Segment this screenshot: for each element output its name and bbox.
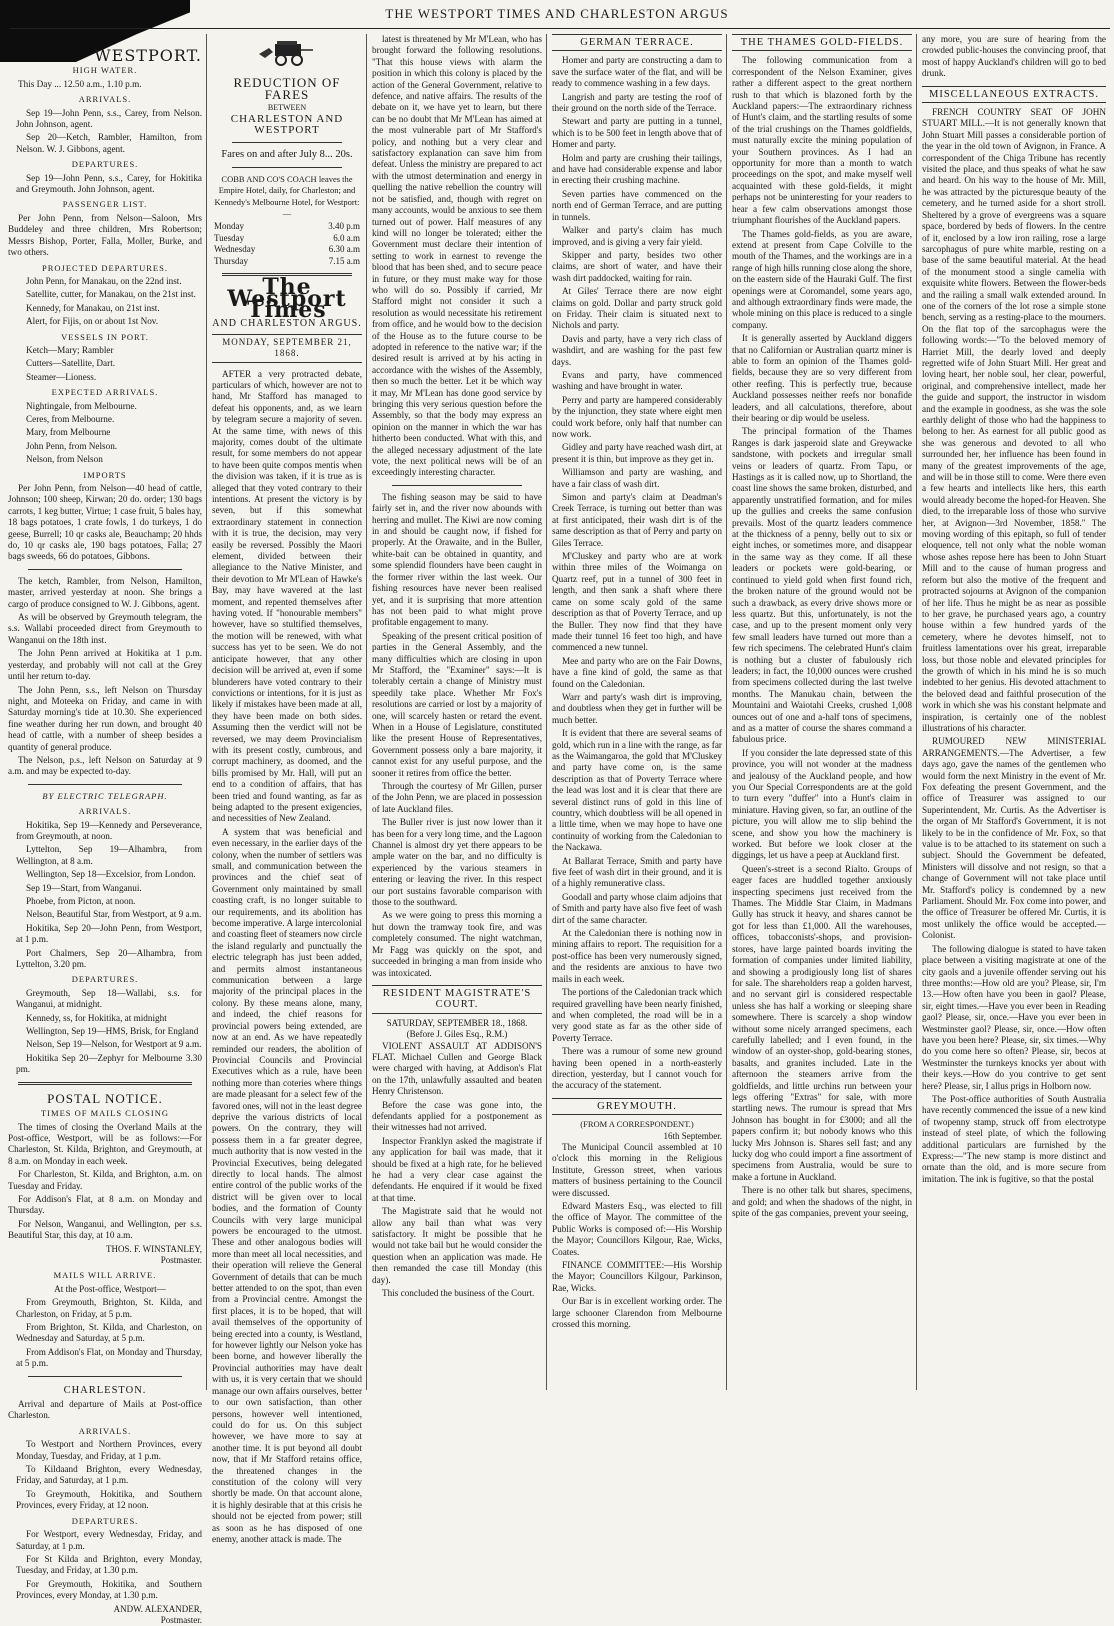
- column-rule: [726, 34, 727, 1390]
- shipping-para: The Nelson, p.s., left Nelson on Saturday at 9 a.m. and may be expected to-day.: [8, 754, 202, 777]
- column-rule: [366, 34, 367, 1390]
- mails-arrive-entry: From Addison's Flat, on Monday and Thursday, at 5 p.m.: [16, 1346, 202, 1369]
- mails-closing-para: For Addison's Flat, at 8 a.m. on Monday and Thursday.: [8, 1193, 202, 1216]
- column-miscellaneous: [922, 34, 1106, 1392]
- thames-para: It is generally asserted by Auckland diggers that no Californian or Australian quartz miner is able to form an opinion of the Thames gold-fields, because they are so very different from other reefing. This is perfectly true, because Auckland possesses neither reefs nor bonafide leaders, and all calculations, therefore, about their bearing or dip would be useless.: [732, 333, 912, 423]
- greymouth-para: FINANCE COMMITTEE:—His Worship the Mayor; Councillors Kilgour, Parkinson, Rae, Wicks.: [552, 1260, 722, 1293]
- shipping-para: The John Penn arrived at Hokitika at 1 p.m. yesterday, and probably will not call at the Grey until her return to-day.: [8, 648, 202, 682]
- tel-departure: Nelson, Sep 19—Nelson, for Westport at 9 a.m.: [26, 1039, 202, 1050]
- court-para: Inspector Franklyn asked the magistrate if any application for bail was made, that it should be fixed at a high rate, for he believed he had a very clear case against the defendants. He enquired if it would be fixed at that time.: [372, 1135, 542, 1203]
- departure-entry: Sep 19—John Penn, s.s., Carey, for Hokitika and Greymouth. John Johnson, agent.: [16, 172, 202, 195]
- divider: [28, 569, 182, 570]
- paper-subtitle: AND CHARLESTON ARGUS.: [212, 318, 362, 330]
- ch-departure: For Greymouth, Hokitika, and Southern Provinces, every Monday, at 1.30 p.m.: [16, 1578, 202, 1601]
- terrace-para: Mee and party who are on the Fair Downs, have a fine kind of gold, the same as that found on the Caledonian.: [552, 655, 722, 689]
- terrace-para: There was a rumour of some new ground having been opened in a north-easterly direction, yesterday, but I cannot vouch for the accuracy of the statement.: [552, 1046, 722, 1091]
- arrival-entry: Sep 20—Ketch, Rambler, Hamilton, from Nelson. W. J. Gibbons, agent.: [16, 132, 202, 154]
- terrace-para: Holm and party are crushing their tailings, and have had considerable expense and labor in erecting their crushing machine.: [552, 152, 722, 186]
- tel-arrival: Wellington, Sep 18—Excelsior, from London.: [26, 869, 196, 880]
- misc-para: The following dialogue is stated to have taken place between a visiting magistrate at one of the city gaols and a juvenile offender serving out his three months:—How old are you? Please, sir, I'm 13.—How often have you been in gaol? Please, sir, eight times.—Have you ever been in Reading gaol? Please, sir, once.—Have you ever been in Westminster gaol? Please, sir, once.—How often have you been here? Please, sir, six times.—Why do you come here so often? Please, sir, becos at Westminster the turnkeys knocks yer about with their keys.—How do you contrive to get sent here? Please, sir, I allus prigs in Holborn now.: [922, 943, 1106, 1091]
- court-before: (Before J. Giles Esq., R.M.): [406, 1029, 508, 1040]
- expected-entry: Nightingale, from Melbourne.: [26, 400, 137, 411]
- terrace-para: Goodall and party whose claim adjoins that of Smith and party have also five feet of wash dirt of the same character.: [552, 891, 722, 925]
- arrivals-title: ARRIVALS.: [78, 94, 132, 105]
- shipping-para: The John Penn, s.s., left Nelson on Thursday night, and Moteeka on Friday, and came in with Saturday morning's tide at 10.30. She experienced fine weather during her run down, and brought 40 head of cattle, with a number of sheep besides a quantity of general produce.: [8, 684, 202, 752]
- timetable-day: Tuesday: [214, 232, 245, 243]
- mails-arrive-intro: At the Post-office, Westport—: [54, 1283, 166, 1294]
- news-para: latest is threatened by Mr M'Lean, who has brought forward the following resolutions. "That this house views with alarm the position in which this colony is placed by the action of the General Government, relative to defence, and native affairs. The results of the debate on it, we have yet to learn, but there can be no doubt that Mr M'Lean has aimed at the most vulnerable part of Mr Stafford's policy, and nothing but a very clear and satisfactory explanation can save him from defeat. Unless the ministry are prepared to act with the utmost determination and energy in quelling the native rebellion the country will not be satisfied, and, though with regret on many accounts, would be anxious to see them turned out of power. Half measures of any kind will no longer be tolerated; either the Government must declare their intention of setting to work in earnest to revenge the blood that has been shed, and to secure peace in future, or they must make way for those who will do so. Possibly if carried, Mr Stafford might not consider it such a resolution as would necessitate his retirement from office, and he would bow to the decision of the House as to the future course to be adopted in reference to the native war; if the desired result is arrived at by his acting in accordance with the wishes of the Assembly, then so much the better. Let it be which way it may, Mr M'Lean has done good service by bringing this very serious question before the Assembly, so that the body may express an opinion on the manner in which the war has hitherto been conducted. What with this, and the alleged necessary adjustment of the late vote, the next political news will be of an exceedingly interesting character.: [372, 34, 542, 478]
- vessel-entry: Cutters—Satellite, Dart.: [26, 358, 116, 369]
- column-shipping: [8, 34, 202, 1625]
- terrace-para: At Ballarat Terrace, Smith and party have five feet of wash dirt in their ground, and it is of a highly remunerative class.: [552, 855, 722, 889]
- court-para: Before the case was gone into, the defendants applied for a postponement as their witnesses had not arrived.: [372, 1099, 542, 1133]
- high-water-times: This Day ... 12.50 a.m., 1.10 p.m.: [18, 78, 142, 89]
- terrace-para: M'Cluskey and party who are at work within three miles of the Woimanga on Quartz reef, put in a tunnel of 300 feet in length, and then sank a shaft where there came on some scaly gold of the same description as that of Poverty Terrace, and up the Buller. They now find that they have made their tunnel 16 feet too high, and have commenced a new tunnel.: [552, 551, 722, 653]
- timetable-row: [212, 221, 362, 232]
- greymouth-para: Edward Masters Esq., was elected to fill the office of Mayor. The committee of the Public Works is composed of:—His Worship the Mayor; Councillors Kilgour, Rae, Wicks, Coates.: [552, 1201, 722, 1257]
- mails-closing-para: The times of closing the Overland Mails at the Post-office, Westport, will be as follows:—For Charleston, St. Kilda, Brighton, and Greymouth, at 8 a.m. on Monday in each week.: [8, 1121, 202, 1166]
- tel-departures-title: DEPARTURES.: [71, 974, 139, 985]
- passenger-title: PASSENGER LIST.: [62, 199, 148, 210]
- misc-para: FRENCH COUNTRY SEAT OF JOHN STUART MILL.—It is not generally known that John Stuart Mill passes a considerable portion of the year in the old town of Avignon, in France. A correspondent of the Chiga Tribune has recently visited the place, and thus speaks of what he saw and heard. On his way to the house of Mr. Mill, he was attracted by the picturesque beauty of the cemetery, and he turned aside for a short stroll. Sheltered by a grove of evergreens was a square space, bordered by beds of flowers. In the centre of it, enclosed by a low iron railing, rose a large sarcophagus of pure white marble, resting on a base of the same beautiful material. At the head of the monument stood a single camelia with exquisite white flowers. Between the flower-beds and the railing a small walk extended around. In one of the corners of the lot rose a simple stone bench, serving as a resting-place to the mourners. On the flat top of the sarcophagus were the following words:—"To the beloved memory of Harriet Mill, the dearly loved and deeply regretted wife of John Stuart Mill. Her great and loving heart, her noble soul, her clear, powerful, original, and comprehensive intellect, made her the guide and support, the instructor in wisdom and the example in goodness, as she was the sole earthly delight of those who had the happiness to belong to her. As earnest for all public good as she was generous and devoted to all who surrounded her, her influence has been found in many of the greatest improvements of the age, and will be in those still to come. Were there even a few hearts and intellects like hers, this earth would already become the hoped-for Heaven. She died, to the irreparable loss of those who survive her, at Avignon—3rd November, 1858." The moving wording of this epitaph, so full of tender eloquence, tell not only what the noble woman whose ashes repose here has been to John Stuart Mill and to the cause of human progress and reform but also the motive of the frequent and protracted sojourns at Avignon of the companion of her life. Thus he might be as near as possible to her grave, he purchased years ago, a country house within a few hundred yards of the cemetery, where he devotes himself, not to fruitless lamentations over his great, irreparable loss, but those noble and elevated principles for the growth of which in his mind he is so much indebted to her genius. His devoted attachment to the beloved dead and faithful prosecution of the work in which she was his constant helpmate and inspiration, is certainly one of the noblest illustrations of his character.: [922, 107, 1106, 733]
- misc-para: The Post-office authorities of South Australia have recently commenced the issue of a new kind of twopenny stamp, struck off from electrotype instead of steel plate, of which the following additional particulars are furnished by the Express:—"The new stamp is more distinct and ornate than the old, and is more secure from imitation. The ink is fugitive, so that the postal: [922, 1093, 1106, 1184]
- ch-arrival: To Greymouth, Hokitika, and Southern Provinces, every Friday, at 12 noon.: [16, 1488, 202, 1511]
- tel-departure: Kennedy, ss, for Hokitika, at midnight: [26, 1012, 167, 1023]
- terrace-para: Warr and party's wash dirt is improving, and doubtless when they get in further will be much better.: [552, 691, 722, 725]
- greymouth-para: The Municipal Council assembled at 10 o'clock this morning in the Religious Institute, Gresson street, when various matters of business pertaining to the Council were discussed.: [552, 1141, 722, 1198]
- fares-places: CHARLESTON AND WESTPORT: [230, 112, 344, 137]
- greymouth-date: 16th September.: [663, 1130, 722, 1141]
- terrace-para: At Giles' Terrace there are now eight claims on gold. Dollar and party struck gold on Friday. Their claim is situated next to Nichols and party.: [552, 286, 722, 331]
- timetable-time: 3.40 p.m: [328, 221, 360, 232]
- departures-title: DEPARTURES.: [71, 159, 139, 170]
- postal-notice-title: POSTAL NOTICE.: [47, 1090, 163, 1106]
- ch-departure: For St Kilda and Brighton, every Monday, Tuesday, and Friday, at 1.30 p.m.: [16, 1553, 202, 1576]
- terrace-para: Skipper and party, besides two other claims, are short of water, and have their wash dirt paddocked, waiting for rain.: [552, 249, 722, 283]
- issue-date: MONDAY, SEPTEMBER 21, 1868.: [212, 334, 362, 363]
- mails-arrive-title: MAILS WILL ARRIVE.: [53, 1270, 157, 1281]
- thames-para: The Thames gold-fields, as you are aware, extend at present from Cape Colville to the mouth of the Thames, and the workings are in a range of high hills running close along the shore, on the eastern side of the Hauraki Gulf. The first openings were at Coromandel, some years ago, and although extraordinary finds were made, the whole mining on this place is reduced to a single company.: [732, 228, 912, 330]
- projected-entry: Alert, for Fijis, on or about 1st Nov.: [26, 316, 159, 327]
- terrace-para: Seven parties have commenced on the north end of German Terrace, and are putting in tunnels.: [552, 188, 722, 222]
- projected-title: PROJECTED DEPARTURES.: [42, 262, 168, 273]
- divider: [232, 142, 342, 143]
- timetable-time: 7.15 a.m: [328, 255, 360, 266]
- mails-arrive-entry: From Brighton, St. Kilda, and Charleston, on Wednesday and Saturday, at 5 p.m.: [16, 1322, 202, 1344]
- ch-arrival: To Kildaand Brighton, every Wednesday, Friday, and Saturday, at 1 p.m.: [16, 1464, 202, 1486]
- postmaster-role: Postmaster.: [160, 1254, 202, 1265]
- tel-departure: Greymouth, Sep 18—Wallabi, s.s. for Wanganui, at midnight.: [16, 987, 202, 1010]
- mails-closing-para: For Charleston, St. Kilda, and Brighton, a.m. on Tuesday and Friday.: [8, 1169, 202, 1191]
- terrace-para: At the Caledonian there is nothing now in mining affairs to report. The requisition for a post-office has been very numerously signed, and the residents are anxious to have two mails in each week.: [552, 928, 722, 984]
- editorial-para: AFTER a very protracted debate, particulars of which, however are not to hand, Mr Stafford has managed to defeat his opponents, and, as we learn by telegram secure a majority of seven. At the same time, with news of this majority, comes doubt of the ultimate result, for some members do not appear to have been quite compos mentis when the division was taken, if it is true as is alleged that they voted contrary to their intentions. At present the victory is by seven, but if this somewhat extraordinary statement in connection with it is true, the decision, may very easily be reversed. Possibly the Maori element, divided between their allegiance to the Native Minister, and their devotion to Mr M'Lean of Hawke's Bay, may have wavered at the last moment, and repented themselves after having voted. If "honourable members" however, have so stultified themselves, the motion will be renewed, with what success has yet to be seen. We do not anticipate however, that any other decision will be arrived at, even if some blunderers have voted contrary to their convictions or intentions, for it is just as likely if mistakes have been made at all, they have been made on both sides. Assuming then the verdict will not be reversed, we may deem Provincialism with its present costly, cumbrous, and corrupt machinery, as doomed, and the bills promised by Mr. Hall, will put an end to a condition of affairs, that has been tried and found wanting, as far as being adapted to the present exigencies, and necessities of New Zealand.: [212, 368, 362, 824]
- expected-title: EXPECTED ARRIVALS.: [51, 387, 159, 398]
- greymouth-correspondent: (FROM A CORRESPONDENT.): [580, 1119, 694, 1130]
- tel-arrival: Hokitika, Sep 19—Kennedy and Perseverance, from Greymouth, at noon.: [16, 819, 202, 841]
- westport-heading: WESTPORT.: [94, 46, 202, 65]
- news-para: The fishing season may be said to have fairly set in, and the river now abounds with herring and mullet. The Kiwi are now coming in and should be caught now, if fished for properly. At the Orawaite, and in the Buller, white-bait can be obtained in quantity, and some splendid flounders have been caught in the former river within the last week. Our fishing resources have never been realised yet, and it is surprising that more attention has not been paid to what might prove profitable engagement to many.: [372, 491, 542, 628]
- vessel-entry: Ketch—Mary; Rambler: [26, 344, 114, 355]
- terrace-para: Langrish and party are testing the roof of their ground on the north side of the Terrace.: [552, 91, 722, 114]
- arrival-entry: Sep 19—John Penn, s.s., Carey, from Nelson. John Johnson, agent.: [16, 107, 202, 130]
- passenger-list: Per John Penn, from Nelson—Saloon, Mrs Buddeley and three children, Mrs Robertson; Messrs Bishop, Porter, Falla, Moller, Burke, and two others.: [8, 212, 202, 258]
- terrace-para: Perry and party are hampered considerably by the injunction, they state where eight men could work before, only half that number can now work.: [552, 394, 722, 439]
- court-para: VIOLENT ASSAULT AT ADDISON'S FLAT. Michael Cullen and George Black were charged with having, at Addison's Flat on the 17th, unlawfully assaulted and beaten Henry Christenson.: [372, 1040, 542, 1097]
- ch-departures-title: DEPARTURES.: [71, 1515, 139, 1526]
- coach-icon: [257, 38, 317, 68]
- column-mining: [552, 34, 722, 1392]
- fares-between: BETWEEN: [267, 103, 307, 113]
- mails-closing-title: TIMES OF MAILS CLOSING: [40, 1108, 170, 1119]
- paper-title: The Westport Times: [227, 274, 347, 323]
- header-rule: [10, 28, 1110, 29]
- imports-title: IMPORTS: [83, 469, 127, 480]
- fares-advertisement: [212, 34, 362, 267]
- misc-para: RUMOURED NEW MINISTERIAL ARRANGEMENTS.—The Advertiser, a few days ago, gave the names of the gentlemen who would form the next Ministry in the event of Mr. Fox defeating the present Government, and the office of Treasurer was assigned to our Superintendent, Mr. Curtis. As the Advertiser is the organ of Mr Stafford's Government, it is not likely to be in the confidence of Mr. Fox, so that value is to be attached to its statement on such a subject. Should the Government be defeated, Ministers will dissolve and not resign, so that a change of Government will not take place until Mr. Stafford's policy is condemned by a new Parliament. Should Mr. Fox come into power, and the office of Treasurer be offered Mr. Curtis, it is most unlikely the office would be accepted.—Colonist.: [922, 736, 1106, 941]
- column-rule: [916, 34, 917, 1390]
- timetable-day: Thursday: [214, 255, 248, 266]
- fares-body: COBB AND CO'S COACH leaves the Empire Hotel, daily, for Charleston; and Kennedy's Melbourne Hotel, for Westport:—: [214, 173, 360, 219]
- editorial-para: A system that was beneficial and even necessary, in the earlier days of the colony, when the number of settlers was small, and communication between the provinces and the chief seat of Government only maintained by small coasting craft, is no longer suitable to our requirements, and its abolition has become imperative. A large intercolonial and coasting fleet of steamers now circle the island regularly and punctually the electric telegraph has just been added, and permits almost instantaneous communication between a large majority of the principal places in the colony. By these means alone, many, and indeed, the chief reasons for provincial powers being extended, are now at an end. As we have repeatedly reminded our readers, the abolition of Provincial Councils and Provincial Executives which as a rule, have been nothing more than coteries where things are made pleasant for a select few of the favored ones, will not in the least degree deprive the various districts of local powers. On the contrary, they will possess them in a far greater degree, much authority that is now vested in the Provincial Executives, being delegated directly to local hands. The almost entire control of the public works of the district will be given over to local bodies, and the formation of County Councils with very large municipal powers be encouraged to the utmost. These and other analogous bodies will more than meet all local necessities, and their operation will relieve the General Government of details that can be much better attended to on the spot, than even from a Provincial centre. Amongst the first places, it is to be hoped, that will avail themselves of the opportunity of being erected into a county, is Westland, for however lightly our Nelson yoke has been borne, and however liberally the Provincial authorities may have dealt with us, it is very certain that we should manage our own affairs ourselves, better to our own satisfaction, than other persons, however well intentioned, could do for us. On this subject however, we have more to say at another time. It is put beyond all doubt now, that if Mr Stafford retains office, the threatened changes in the constitution of the colony will very shortly be made. On that account alone, it is highly desirable that at this crisis he should not be ejected from power; still as soon as he has disposed of one enemy, another attack is made. The: [212, 826, 363, 1544]
- fares-fare: Fares on and after July 8... 20s.: [221, 149, 353, 161]
- thames-para: The following communication from a correspondent of the Nelson Examiner, gives rather a different aspect to the great northern rush to that which is blazoned forth by the Auckland papers:—The extraordinary richness of Hunt's claim, and the startling results of some of the trial crushings on the Thames goldfields, must naturally excite the mining population of your Southern provinces. As I had an opportunity for more than a month to watch proceedings on the spot, and make myself well acquainted with these gold-fields, it might perhaps not be uninteresting for your readers to hear a few calm observations amongst those triumphant flourishes of the Auckland papers.: [732, 55, 912, 226]
- greymouth-title: GREYMOUTH.: [552, 1098, 722, 1115]
- column-rule: [546, 34, 547, 1390]
- high-water-title: HIGH WATER.: [72, 65, 138, 76]
- column-thames: [732, 34, 912, 1392]
- divider: [18, 1082, 192, 1085]
- expected-entry: Ceres, from Melbourne.: [26, 413, 115, 424]
- running-title: THE WESTPORT TIMES AND CHARLESTON ARGUS: [385, 6, 729, 21]
- court-para: The Magistrate said that he would not allow any bail than what was very satisfactory. It might be possible that he would not take bail but he would consider the question when an application was made. He then remanded the case till Monday (this day).: [372, 1206, 542, 1285]
- timetable-time: 6.0 a.m: [333, 232, 360, 243]
- tel-departure: Hokitika Sep 20—Zephyr for Melbourne 3.30 pm.: [16, 1052, 202, 1075]
- ch-arrival: To Westport and Northern Provinces, every Monday, Tuesday, and Friday, at 1 p.m.: [16, 1439, 202, 1461]
- divider: [28, 784, 182, 785]
- tel-arrival: Nelson, Beautiful Star, from Westport, at 9 a.m.: [26, 909, 202, 920]
- terrace-para: Gidley and party have reached wash dirt, at present it is thin, but improve as they get in.: [552, 442, 722, 464]
- terrace-para: Evans and party, have commenced washing and have brought in water.: [552, 369, 722, 392]
- greymouth-para: Our Bar is in excellent working order. The large schooner Clarendon from Melbourne crossed this morning.: [552, 1296, 722, 1330]
- tel-arrival: Hokitika, Sep 20—John Penn, from Westport, at 1 p.m.: [16, 922, 202, 945]
- shipping-para: As will be observed by Greymouth telegram, the s.s. Wallabi proceeded direct from Greymouth to Wanganui on the 18th inst.: [8, 612, 202, 645]
- terrace-para: Stewart and party are putting in a tunnel, which is to be 500 feet in length above that of Homer and party.: [552, 116, 722, 150]
- misc-title: MISCELLANEOUS EXTRACTS.: [922, 86, 1106, 103]
- court-title: RESIDENT MAGISTRATE'S COURT.: [372, 985, 542, 1014]
- column-rule: [206, 34, 207, 1390]
- timetable-row: [212, 244, 362, 255]
- charleston-role: Postmaster.: [160, 1614, 202, 1625]
- terrace-para: Simon and party's claim at Deadman's Creek Terrace, is turning out better than was at first anticipated, their wash dirt is of the same description as that of Perry and party on Giles Terrace.: [552, 492, 722, 548]
- timetable-day: Wednesday: [214, 244, 256, 255]
- court-para: This concluded the business of the Court.: [382, 1288, 535, 1299]
- news-para: The Buller river is just now lower than it has been for a very long time, and the Lagoon Channel is almost dry yet there appears to be ample water on the bar, and no difficulty is experienced by the various steamers in entering or leaving the river. In this respect our port sustains favorable comparison with those to the southward.: [372, 817, 542, 908]
- terrace-para: The portions of the Caledonian track which required gravelling have been nearly finished, and when completed, the road will be in a very good state as far as the other side of Poverty Terrace.: [552, 987, 722, 1043]
- tel-departure: Wellington, Sep 19—HMS, Brisk, for England: [26, 1026, 199, 1037]
- ch-arrivals-title: ARRIVALS.: [78, 1425, 132, 1436]
- vessel-entry: Steamer—Lioness.: [26, 371, 97, 382]
- tel-arrival: Lyttelton, Sep 19—Alhambra, from Wellington, at 8 a.m.: [16, 844, 202, 866]
- mails-arrive-entry: From Greymouth, Brighton, St. Kilda, and Charleston, on Friday, at 5 p.m.: [16, 1297, 202, 1319]
- thames-para: The principal formation of the Thames Ranges is dark jasperoid slate and Greywacke sandstone, with pockets and irregular small veins or leaders of quartz. From Tapu, or Hastings as it is called now, up to Shortland, the coast line shows the same broken, disturbed, and apparently unstratified formation, and for miles up the gullies and creeks the same confusion prevails. Most of the quartz leaders commence at the thickness of a penny, belly out to six or eight inches, or sometimes more, and disappear in the same way as they come. If all these leaders or pockets were gold-bearing, or continued to yield gold when first found rich, the broken nature of the ground would not be such a drawback, as every drive shows more or less quartz. But this, unfortunately, is not the case, and up to the present moment only very few small leaders have turned out more than a few rich specimens. The celebrated Hunt's claim is nothing but a cluster of fabulously rich leaders; in fact, the 10,000 ounces were crushed from specimens collected during the last twelve months. The Manukau chain, between the Mountaini and Waiotahi Creeks, crushed 1,008 ounces out of one and a-half tons of specimens, and as a matter of course the shares command a fabulous price.: [732, 426, 912, 745]
- expected-entry: John Penn, from Nelson.: [26, 440, 118, 451]
- telegraph-title: BY ELECTRIC TELEGRAPH.: [42, 790, 168, 801]
- timetable-day: Monday: [214, 221, 244, 232]
- expected-entry: Mary, from Melbourne: [26, 427, 111, 438]
- german-terrace-title: GERMAN TERRACE.: [552, 34, 722, 51]
- tel-arrival: Port Chalmers, Sep 20—Alhambra, from Lyttelton, 3.20 pm.: [16, 947, 202, 970]
- shipping-para: The ketch, Rambler, from Nelson, Hamilton, master, arrived yesterday at noon. She brings a cargo of produce consigned to W. J. Gibbons, agent.: [8, 575, 202, 609]
- thames-para: Queen's-street is a second Rialto. Groups of eager faces are huddled together anxiously inspecting specimens just received from the Thames. The Middle Star Claim, in Madmans Gully has struck it heavy, and shares cannot be got for less than £1,000. All the warehouses, offices, tobacconists'-shops, and provision-stores, have large painted boards inviting the formation of companies under limited liability, and showing a prodigiously long list of shares for sale. The shareholders reap a golden harvest, and no servant girl is considered respectable unless she has half a working or sleeping share somewhere. There is scarcely a shop window without some nicely arranged specimens, each carefully labelled; and I even found, in the window of an oyster-shop, gold-bearing stones, basalts, and granites included. Late in the afternoon the steamers arrive from the goldfields, and little urchins run between your legs offering "Extras" for sale, with more startling news. The rumour is spread that Mrs Johnson has bought in for £3000; and all the papers confirm it; but nobody knows who this lucky Mrs Johnson is. Shares sell fast; and any lucky dog who could import a fine assortment of specimens from Australia, would be sure to make a fortune in Auckland.: [732, 863, 912, 1182]
- charleston-signature: ANDW. ALEXANDER,: [113, 1603, 202, 1614]
- tel-arrivals-title: ARRIVALS.: [78, 806, 132, 817]
- projected-entry: Satellite, cutter, for Manakau, on the 21st inst.: [26, 289, 196, 300]
- timetable-time: 6.30 a.m: [328, 244, 360, 255]
- terrace-para: Davis and party, have a very rich class of washdirt, and are washing for the past few days.: [552, 333, 722, 367]
- tel-arrival: Phoebe, from Picton, at noon.: [26, 896, 136, 906]
- projected-entry: Kennedy, for Manakau, on 21st inst.: [26, 302, 160, 313]
- thames-para: There is no other talk but shares, specimens, and gold; and when the shadows of the night, in spite of the gas companies, prevent your seeing,: [732, 1185, 912, 1219]
- divider: [232, 167, 342, 168]
- terrace-para: Homer and party are constructing a dam to save the surface water of the flat, and will be ready to commence washing in a few days.: [552, 55, 722, 89]
- thames-para: If you consider the late depressed state of this province, you will not wonder at the madness and jealousy of the Auckland people, and how you Our Special Correspondents are at the gold to turn every "duffer" into a Hunt's claim in miniature. Having given, so far, an outline of the picture, you will allow me to slip behind the scene, and show you how the machinery is worked. But before we look closer at the diggings, let us have a peep at Auckland first.: [732, 747, 912, 861]
- column-news: [372, 34, 542, 1392]
- continued-para: any more, you are sure of hearing from the crowded public-houses the convincing proof, that most of happy Auckland's children will go to bed drunk.: [922, 34, 1106, 79]
- imports-text: Per John Penn, from Nelson—40 head of cattle, Johnson; 100 sheep, Kirwan; 20 do. order; 130 bags carrots, 1 keg butter, Virtue; 1 case fruit, 5 bales hay, 18 bags potatoes, 1 crate fowls, 1 do turkeys, 1 do geese, Burrell; 10 qr casks ale, Beauchamp; 20 hhds do, 10 qr casks ale, 190 bags potatoes, Falla; 27 bags sweeds, 66 do potatoes, Gibbons.: [8, 483, 202, 562]
- thames-title: THE THAMES GOLD-FIELDS.: [732, 34, 912, 51]
- terrace-para: Williamson and party are washing, and have a fair class of wash dirt.: [552, 467, 722, 489]
- news-para: Speaking of the present critical position of parties in the General Assembly, and the many difficulties which are closing in upon Mr Stafford, the "Examiner" says:—It is tolerably certain a change of Ministry must speedily take place. Whether Mr Fox's resolutions are carried or lost by a majority of one, will scarcely hasten or retard the event. When in a House of Legislature, constituted like the present House of Representatives, Government possess only a bare majority, it cannot exist for any useful purpose, and the sooner it retires from office the better.: [372, 630, 542, 778]
- ch-departure: For Westport, every Wednesday, Friday, and Saturday, at 1 p.m.: [16, 1529, 202, 1551]
- divider: [28, 1376, 182, 1377]
- expected-entry: Nelson, from Nelson: [26, 454, 103, 465]
- charleston-intro: Arrival and departure of Mails at Post-office Charleston.: [8, 1399, 202, 1421]
- fares-title: REDUCTION OF FARES: [233, 75, 341, 102]
- divider: [392, 485, 522, 486]
- projected-entry: John Penn, for Manakau, on the 22nd inst.: [26, 275, 182, 286]
- column-editorial: [212, 34, 363, 1544]
- court-date: SATURDAY, SEPTEMBER 18., 1868.: [386, 1017, 528, 1028]
- timetable-row: [212, 256, 362, 267]
- charleston-title: CHARLESTON.: [63, 1384, 147, 1396]
- timetable-row: [212, 233, 362, 244]
- mails-closing-para: For Nelson, Wanganui, and Wellington, per s.s. Beautiful Star, this day, at 10 a.m.: [8, 1218, 202, 1241]
- postmaster-signature: THOS. F. WINSTANLEY,: [106, 1243, 202, 1254]
- tel-arrival: Sep 19—Start, from Wanganui.: [26, 882, 142, 893]
- news-para: Through the courtesy of Mr Gillen, purser of the John Penn, we are placed in possession of late Auckland files.: [372, 781, 542, 814]
- terrace-para: Walker and party's claim has much improved, and is giving a very fair yield.: [552, 225, 722, 247]
- vessels-title: VESSELS IN PORT.: [61, 331, 149, 342]
- news-para: As we were going to press this morning a hut down the tramway took fire, and was completely consumed. The night watchman, Mr Fagg was quickly on the spot, and succeeded in bringing a man from inside who was intoxicated.: [372, 910, 542, 978]
- terrace-para: It is evident that there are several seams of gold, which run in a line with the range, as far as the Waimangaroa, the gold that M'Cluskey and party have come on, is the same description as that of Poverty Terrace where the lead was lost and it is clear that there are several distinct runs of gold in this line of country, which doubtless will be all opened in a little time, when we may hope to have one continuity of working from the Caledonian to the Nackawa.: [552, 728, 722, 853]
